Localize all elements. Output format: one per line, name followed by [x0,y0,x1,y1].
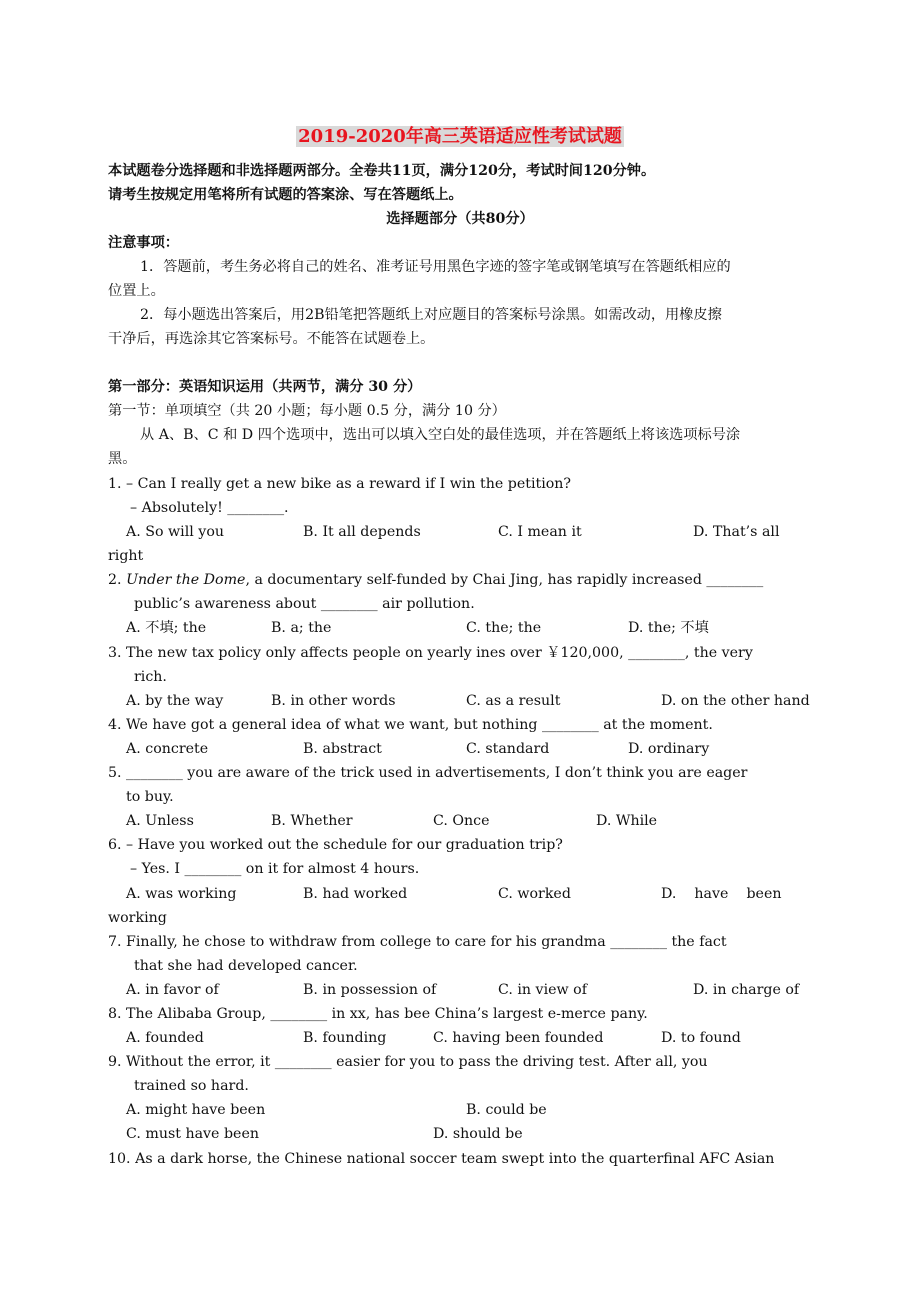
q2-option-b: B. a; the [271,620,332,636]
question-7: 7. Finally, he chose to withdraw from college to care for his grandma ________ the fact [108,934,727,950]
question-2 [108,570,763,590]
q2-option-c: C. the; the [466,620,542,636]
intro-line-2: 请考生按规定用笔将所有试题的答案涂、写在答题纸上。 [108,187,463,203]
q8-option-c: C. having been founded [433,1030,604,1046]
q1-option-c: C. I mean it [498,524,582,540]
instruction-line-1: 从 A、B、C 和 D 四个选项中，选出可以填入空白处的最佳选项，并在答题纸上将该选项标号涂 [140,427,741,443]
q7-option-b: B. in possession of [303,982,437,998]
q3-option-a: A. by the way [126,693,224,709]
question-1: 1. – Can I really get a new bike as a reward if I win the petition? [108,476,572,492]
q7-option-a: A. in favor of [126,982,219,998]
q1-option-d: D. That’s all [693,524,780,540]
q6-option-d-cont: working [108,910,167,926]
notice-2-line-2: 干净后，再选涂其它答案标号。不能答在试题卷上。 [108,331,435,347]
question-2-italic-title: Under the Dome [126,572,246,588]
q9-option-c: C. must have been [126,1126,259,1142]
q8-option-a: A. founded [126,1030,204,1046]
q3-option-c: C. as a result [466,693,561,709]
question-9-cont: trained so hard. [134,1078,249,1094]
q8-option-d: D. to found [661,1030,741,1046]
q1-option-b: B. It all depends [303,524,421,540]
q7-option-d: D. in charge of [693,982,800,998]
q3-option-d: D. on the other hand [661,693,810,709]
question-3-cont: rich. [134,669,167,685]
question-6: 6. – Have you worked out the schedule for our graduation trip? [108,837,563,853]
q4-option-d: D. ordinary [628,741,710,757]
question-5-cont: to buy. [126,789,174,805]
q6-option-b: B. had worked [303,886,408,902]
question-9: 9. Without the error, it ________ easier for you to pass the driving test. After all, you [108,1054,708,1070]
question-8: 8. The Alibaba Group, ________ in xx, has bee China’s largest e-merce pany. [108,1006,648,1022]
q4-option-b: B. abstract [303,741,382,757]
part1-heading: 第一部分：英语知识运用（共两节，满分 30 分） [108,379,422,395]
question-2-cont: public’s awareness about ________ air pollution. [134,596,475,612]
q2-option-d: D. the; 不填 [628,620,709,636]
q9-option-a: A. might have been [126,1102,266,1118]
notice-2-line-1: 2．每小题选出答案后，用2B铅笔把答题纸上对应题目的答案标号涂黑。如需改动，用橡皮擦 [140,307,722,323]
q4-option-a: A. concrete [126,741,209,757]
q8-option-b: B. founding [303,1030,387,1046]
notice-1-line-1: 1．答题前，考生务必将自己的姓名、准考证号用黑色字迹的签字笔或钢笔填写在答题纸相应的 [140,259,731,275]
q5-option-b: B. Whether [271,813,353,829]
instruction-line-2: 黑。 [108,451,137,467]
question-4: 4. We have got a general idea of what we want, but nothing ________ at the moment. [108,717,713,733]
q2-option-a: A. 不填; the [126,620,207,636]
question-7-cont: that she had developed cancer. [134,958,358,974]
question-10: 10. As a dark horse, the Chinese national soccer team swept into the quarterfinal AFC Asian [108,1151,775,1167]
question-5: 5. ________ you are aware of the trick used in advertisements, I don’t think you are eager [108,765,748,781]
question-2-number: 2. [108,572,122,588]
intro-line-1: 本试题卷分选择题和非选择题两部分。全卷共11页，满分120分，考试时间120分钟。 [108,163,656,179]
question-2-text: , a documentary self-funded by Chai Jing, has rapidly increased ________ [245,572,764,588]
exam-title: 2019-2020年高三英语适应性考试试题 [298,126,622,147]
q1-option-d-cont: right [108,548,144,564]
q3-option-b: B. in other words [271,693,396,709]
q9-option-d: D. should be [433,1126,523,1142]
q6-option-d: D. have been [661,886,782,902]
section1-heading: 第一节：单项填空（共 20 小题；每小题 0.5 分，满分 10 分） [108,403,506,419]
q9-option-b: B. could be [466,1102,547,1118]
question-1-reply: – Absolutely! ________. [130,500,289,516]
section-heading: 选择题部分（共80分） [386,211,534,227]
notice-1-line-2: 位置上。 [108,283,165,299]
question-6-reply: – Yes. I ________ on it for almost 4 hours. [130,861,420,877]
q1-option-a: A. So will you [126,524,224,540]
q5-option-a: A. Unless [126,813,194,829]
question-3: 3. The new tax policy only affects people on yearly ines over ￥120,000, ________, the very [108,645,753,661]
notice-title: 注意事项： [108,235,179,251]
q5-option-d: D. While [596,813,658,829]
q6-option-a: A. was working [126,886,237,902]
q4-option-c: C. standard [466,741,550,757]
q7-option-c: C. in view of [498,982,587,998]
q5-option-c: C. Once [433,813,490,829]
q6-option-c: C. worked [498,886,571,902]
